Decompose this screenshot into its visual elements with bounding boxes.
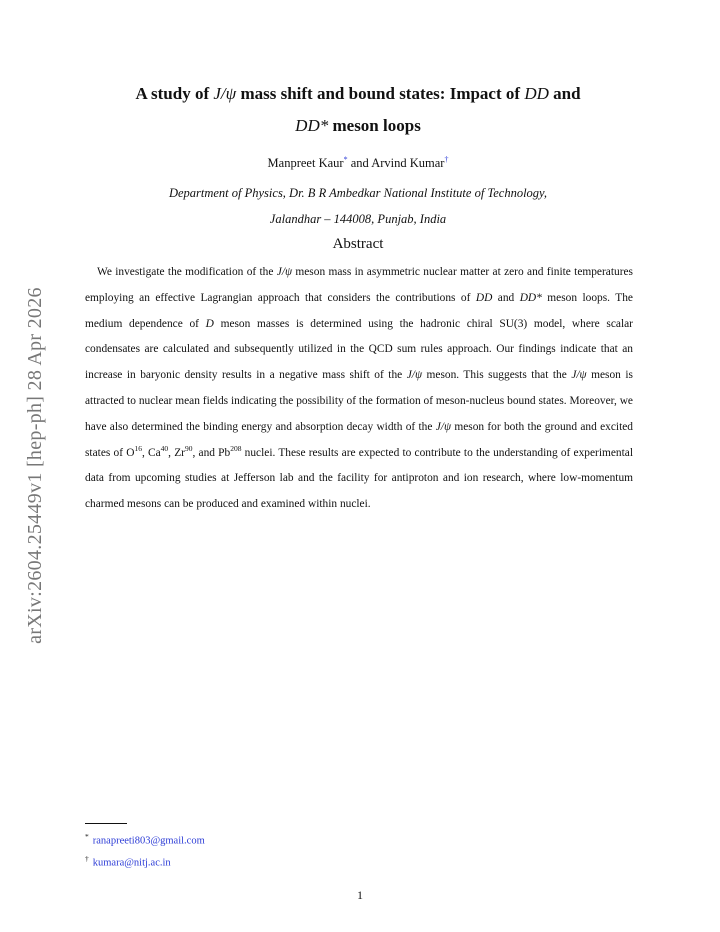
affiliation-line: Jalandhar – 144008, Punjab, India	[269, 212, 447, 226]
title-math-jpsi: J/ψ	[213, 84, 237, 103]
footnote-mark: *	[85, 832, 89, 841]
email-link[interactable]: ranapreeti803@gmail.com	[92, 835, 205, 847]
author-joiner: and	[350, 156, 369, 171]
abstract-text: We investigate the modification of the J/ψ meson mass in asymmetric nuclear matter at zero and finite temperatures employing an effective Lagrangian approach that considers the contributions of DD and DD* meson loops. The medium dependence of D meson masses is determined using the hadronic chiral SU(3) model, where scalar condensates are calculated and subsequently utilized in the QCD sum rules approach. Our findings indicate that an increase in baryonic density results in a negative mass shift of the J/ψ meson. This suggests that the J/ψ meson is attracted to nuclear mean fields indicating the possibility of the formation of meson-nucleus bound states. Moreover, we have also determined the binding energy and absorption decay width of the J/ψ meson for both the ground and excited states of $O^{16}$, Ca$^{40}$, Zr$^{90}$, and Pb$^{208}$ nuclei. These results are expected to contribute to the understanding of experimental data from upcoming studies at Jefferson lab and the facility for antiproton and ion research, where low-momentum charmed mesons can be produced and examined within nuclei.	[85, 266, 633, 511]
abstract-heading: Abstract	[332, 236, 384, 252]
title-math-ddstar: DD*	[295, 116, 329, 135]
arxiv-identifier-sidebar	[10, 255, 60, 675]
footnote-mark: †	[85, 853, 89, 863]
author-name: Manpreet Kaur	[267, 156, 344, 171]
affiliation-line: Department of Physics, Dr. B R Ambedkar National Institute of Technology,	[168, 186, 548, 200]
page-number: 1	[357, 888, 363, 902]
footnote-item	[85, 828, 205, 850]
affiliation	[80, 180, 636, 232]
footnote-item	[85, 850, 205, 872]
paper-title: A study of J/ψ mass shift and bound states: Impact of DD and DD* meson loops	[135, 84, 581, 135]
footnote-link-marker[interactable]: *	[343, 155, 348, 164]
author-list	[80, 155, 636, 171]
footnotes	[85, 828, 205, 871]
footnote-separator	[85, 823, 127, 824]
email-link[interactable]: kumara@nitj.ac.in	[92, 857, 171, 868]
author-name: Arvind Kumar	[371, 156, 445, 171]
title-math-dd: DD	[524, 84, 549, 103]
footnote-link-marker[interactable]: †	[444, 155, 449, 164]
arxiv-identifier-text: arXiv:2604.25449v1 [hep-ph] 28 Apr 2026	[23, 286, 46, 644]
